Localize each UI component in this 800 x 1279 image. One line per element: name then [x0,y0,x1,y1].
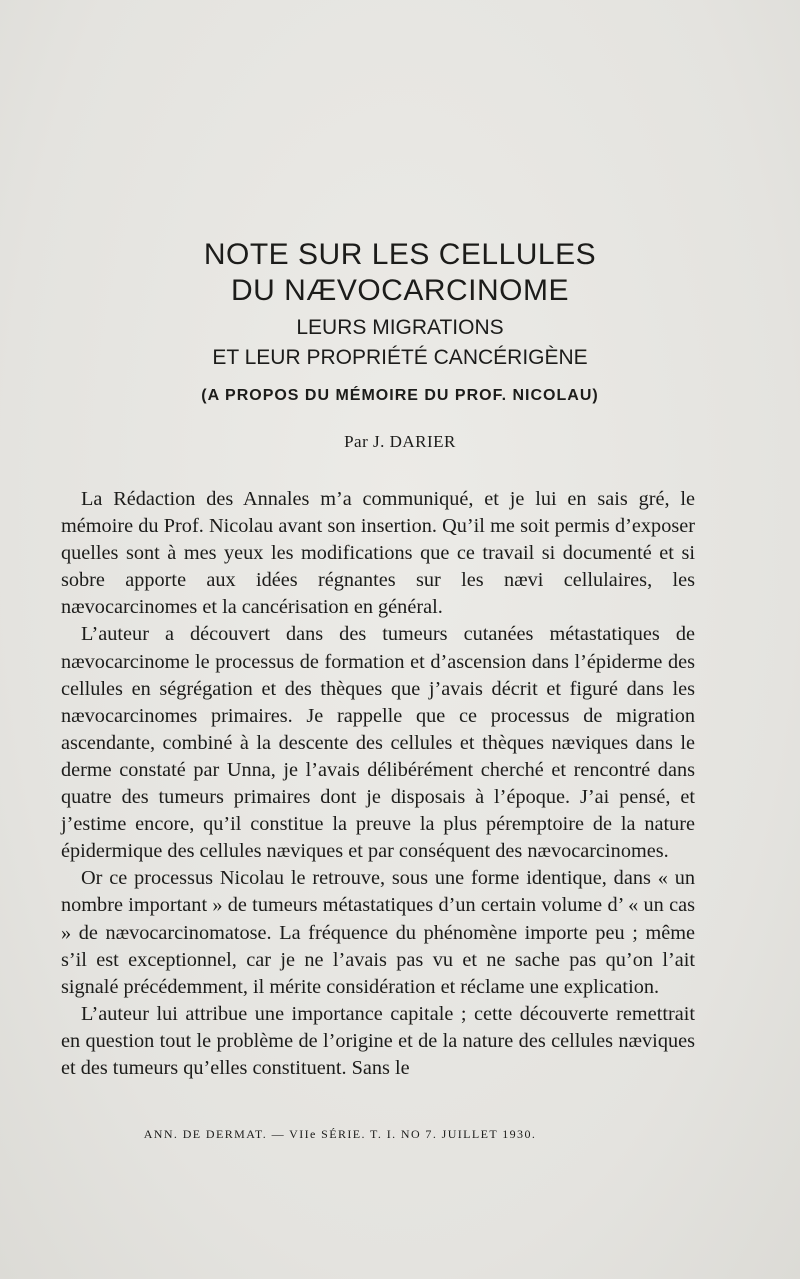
subtitle-line-2: ET LEUR PROPRIÉTÉ CANCÉRIGÈNE [212,346,588,369]
title-line-2: DU NÆVOCARCINOME [230,274,569,307]
journal-footer: ANN. DE DERMAT. — VIIe SÉRIE. T. I. NO 7. JUILLET 1930. [143,1127,537,1141]
paragraph-3: Or ce processus Nicolau le retrouve, sous une forme identique, dans « un nombre important » de tumeurs métastatiques d’un certain volume d’ « un cas » de nævocarcinomatose. La fréquence du phénomène importe peu ; même s’il est exceptionnel, car je ne l’avais pas vu et ne sache pas qu’on l’ait signalé précédemment, il mérite considération et réclame une explication. [61,867,695,998]
subtitle-line-3: (A PROPOS DU MÉMOIRE DU PROF. NICOLAU) [201,387,599,404]
subtitle-line-1: LEURS MIGRATIONS [296,316,504,339]
paragraph-2: L’auteur a découvert dans des tumeurs cutanées métastatiques de nævocarcinome le processus de formation et d’ascension dans l’épiderme des cellules en ségrégation et des thèques que j’avais décrit et figuré dans les nævocarcinomes primaires. Je rappelle que ce processus de migration ascendante, combiné à la descente des cellules et thèques næviques dans le derme constaté par Unna, je l’avais délibérément cherché et rencontré dans quatre des tumeurs primaires dont je disposais à l’époque. J’ai pensé, et j’estime encore, qu’il constitue la preuve la plus péremptoire de la nature épidermique des cellules næviques et par conséquent des nævocarcinomes. [61,623,695,863]
paragraph-1: La Rédaction des Annales m’a communiqué, et je lui en sais gré, le mémoire du Prof. Nicolau avant son insertion. Qu’il me soit permis d’exposer quelles sont à mes yeux les modifications que ce travail si documenté et si sobre apporte aux idées régnantes sur les nævi cellulaires, les nævocarcinomes et la cancérisation en général. [61,488,695,619]
article-body [61,486,695,1082]
title-line-1: NOTE SUR LES CELLULES [203,238,597,271]
author-byline: Par J. DARIER [344,432,456,451]
paragraph-4: L’auteur lui attribue une importance capitale ; cette découverte remettrait en question tout le problème de l’origine et de la nature des cellules næviques et des tumeurs qu’elles constituent. Sans le [61,1002,695,1079]
